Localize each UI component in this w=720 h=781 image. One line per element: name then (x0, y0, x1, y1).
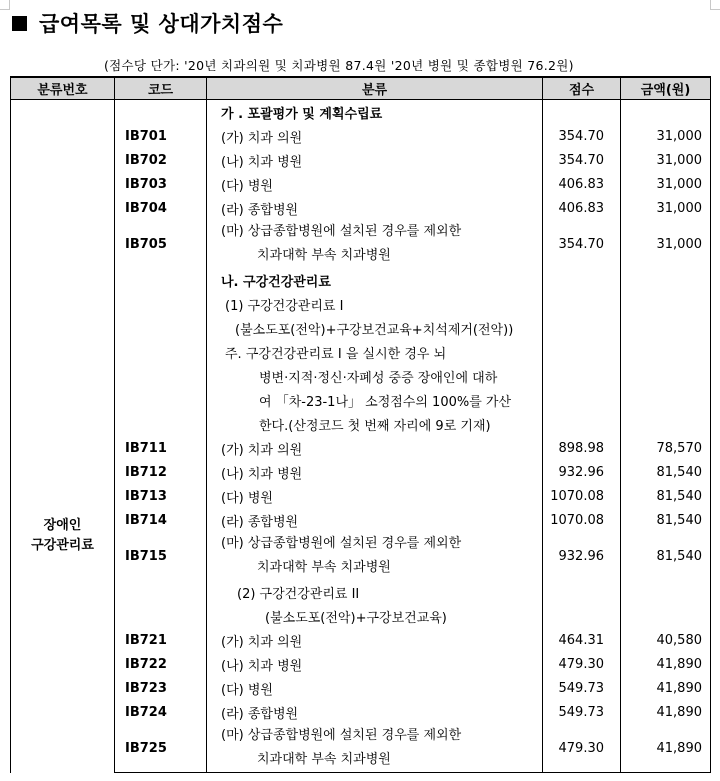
row-code (115, 316, 207, 340)
row-classification: (나) 치과 병원 (207, 148, 543, 172)
row-code (115, 412, 207, 436)
row-amount: 40,580 (621, 628, 711, 652)
row-code: IB702 (115, 148, 207, 172)
table-row (11, 724, 711, 773)
row-classification-line-2: 치과대학 부속 치과병원 (257, 560, 391, 575)
row-amount: 81,540 (621, 508, 711, 532)
table-row (11, 508, 711, 532)
row-amount: 41,890 (621, 652, 711, 676)
row-code: IB714 (115, 508, 207, 532)
row-score: 898.98 (543, 436, 621, 460)
row-score: 1070.08 (543, 508, 621, 532)
row-amount: 81,540 (621, 460, 711, 484)
header-score: 점수 (543, 77, 621, 100)
row-code (115, 364, 207, 388)
row-score: 406.83 (543, 196, 621, 220)
row-amount (621, 388, 711, 412)
row-score: 932.96 (543, 532, 621, 580)
table-row (11, 652, 711, 676)
corner-mark-left (0, 0, 10, 10)
row-score: 354.70 (543, 220, 621, 268)
row-classification: (라) 종합병원 (207, 196, 543, 220)
row-score: 479.30 (543, 652, 621, 676)
row-code: IB724 (115, 700, 207, 724)
row-score (543, 364, 621, 388)
table-row (11, 676, 711, 700)
row-score: 464.31 (543, 628, 621, 652)
table-row (11, 364, 711, 388)
row-classification: (가) 치과 의원 (207, 436, 543, 460)
row-code (115, 340, 207, 364)
row-classification-line-1: (마) 상급종합병원에 설치된 경우를 제외한 (221, 728, 462, 743)
row-classification: (불소도포(전악)+구강보건교육+치석제거(전악)) (207, 316, 543, 340)
row-code: IB725 (115, 724, 207, 773)
row-score: 549.73 (543, 676, 621, 700)
row-code: IB722 (115, 652, 207, 676)
table-body (11, 100, 711, 773)
row-amount: 31,000 (621, 220, 711, 268)
row-score: 406.83 (543, 172, 621, 196)
table-row (11, 124, 711, 148)
row-classification: (2) 구강건강관리료 II (207, 580, 543, 604)
row-code (115, 604, 207, 628)
table-row (11, 100, 711, 125)
row-classification: 여 「차-23-1나」 소정점수의 100%를 가산 (207, 388, 543, 412)
row-score (543, 412, 621, 436)
table-row (11, 580, 711, 604)
header-code: 코드 (115, 77, 207, 100)
row-code: IB715 (115, 532, 207, 580)
corner-mark-right (710, 0, 720, 10)
page-title (12, 8, 283, 38)
row-code: IB701 (115, 124, 207, 148)
row-code (115, 268, 207, 292)
row-classification: (다) 병원 (207, 172, 543, 196)
row-score: 354.70 (543, 124, 621, 148)
row-score (543, 316, 621, 340)
row-classification: (다) 병원 (207, 676, 543, 700)
row-code (115, 292, 207, 316)
table-row (11, 172, 711, 196)
row-classification: (1) 구강건강관리료 I (207, 292, 543, 316)
table-row (11, 412, 711, 436)
row-classification: (불소도포(전악)+구강보건교육) (207, 604, 543, 628)
row-amount: 78,570 (621, 436, 711, 460)
row-classification: (가) 치과 의원 (207, 124, 543, 148)
category-line-2: 구강관리료 (31, 538, 94, 554)
row-classification-line-2: 치과대학 부속 치과병원 (257, 752, 391, 767)
row-classification: 주. 구강건강관리료 I 을 실시한 경우 뇌 (207, 340, 543, 364)
row-score (543, 292, 621, 316)
row-score (543, 340, 621, 364)
header-category: 분류번호 (11, 77, 115, 100)
table-row (11, 388, 711, 412)
table-row (11, 484, 711, 508)
row-amount: 81,540 (621, 484, 711, 508)
category-line-1: 장애인 (43, 518, 82, 534)
row-classification: (다) 병원 (207, 484, 543, 508)
row-score: 479.30 (543, 724, 621, 773)
table-row (11, 220, 711, 268)
row-code (115, 100, 207, 125)
row-score: 932.96 (543, 460, 621, 484)
row-score (543, 388, 621, 412)
row-classification: (가) 치과 의원 (207, 628, 543, 652)
row-code: IB721 (115, 628, 207, 652)
table-row (11, 292, 711, 316)
row-classification (207, 220, 543, 268)
table-row (11, 604, 711, 628)
row-amount: 31,000 (621, 148, 711, 172)
row-amount (621, 292, 711, 316)
row-amount: 41,890 (621, 676, 711, 700)
row-classification: (라) 종합병원 (207, 508, 543, 532)
row-score (543, 268, 621, 292)
row-score: 354.70 (543, 148, 621, 172)
row-amount: 41,890 (621, 700, 711, 724)
row-code: IB703 (115, 172, 207, 196)
row-amount (621, 268, 711, 292)
row-amount (621, 412, 711, 436)
row-amount (621, 364, 711, 388)
row-classification: (나) 치과 병원 (207, 460, 543, 484)
row-code: IB704 (115, 196, 207, 220)
row-code: IB705 (115, 220, 207, 268)
row-classification-line-1: (마) 상급종합병원에 설치된 경우를 제외한 (221, 536, 462, 551)
row-code: IB711 (115, 436, 207, 460)
page-title-text: 급여목록 및 상대가치점수 (39, 12, 284, 36)
row-classification: 나. 구강건강관리료 (207, 268, 543, 292)
row-amount (621, 604, 711, 628)
row-amount (621, 580, 711, 604)
table-row (11, 436, 711, 460)
row-amount (621, 100, 711, 125)
table-header-row (11, 77, 711, 100)
row-classification (207, 532, 543, 580)
row-classification: 가 . 포괄평가 및 계획수립료 (207, 100, 543, 125)
row-amount: 31,000 (621, 124, 711, 148)
row-amount: 31,000 (621, 172, 711, 196)
row-classification: (나) 치과 병원 (207, 652, 543, 676)
row-score (543, 604, 621, 628)
table-row (11, 628, 711, 652)
row-amount (621, 316, 711, 340)
table-row (11, 196, 711, 220)
row-code: IB713 (115, 484, 207, 508)
row-score: 549.73 (543, 700, 621, 724)
row-score (543, 100, 621, 125)
row-code: IB712 (115, 460, 207, 484)
table-row (11, 268, 711, 292)
row-code (115, 580, 207, 604)
table-row (11, 316, 711, 340)
fee-table (10, 76, 711, 773)
row-amount: 31,000 (621, 196, 711, 220)
row-classification-line-1: (마) 상급종합병원에 설치된 경우를 제외한 (221, 224, 462, 239)
row-score (543, 580, 621, 604)
row-classification: 한다.(산정코드 첫 번째 자리에 9로 기재) (207, 412, 543, 436)
header-classification: 분류 (207, 77, 543, 100)
row-classification: (라) 종합병원 (207, 700, 543, 724)
table-row (11, 148, 711, 172)
header-amount: 금액(원) (621, 77, 711, 100)
category-cell (11, 100, 115, 773)
unit-price-note: (점수당 단가: '20년 치과의원 및 치과병원 87.4원 '20년 병원 및 종합병원 76.2원) (104, 58, 574, 73)
row-classification (207, 724, 543, 773)
table-row (11, 460, 711, 484)
row-amount: 81,540 (621, 532, 711, 580)
row-classification: 병변·지적·정신·자폐성 중증 장애인에 대하 (207, 364, 543, 388)
row-code (115, 388, 207, 412)
row-amount: 41,890 (621, 724, 711, 773)
table-row (11, 340, 711, 364)
table-row (11, 700, 711, 724)
row-code: IB723 (115, 676, 207, 700)
row-classification-line-2: 치과대학 부속 치과병원 (257, 248, 391, 263)
table-row (11, 532, 711, 580)
row-score: 1070.08 (543, 484, 621, 508)
row-amount (621, 340, 711, 364)
square-bullet-icon (12, 16, 27, 31)
